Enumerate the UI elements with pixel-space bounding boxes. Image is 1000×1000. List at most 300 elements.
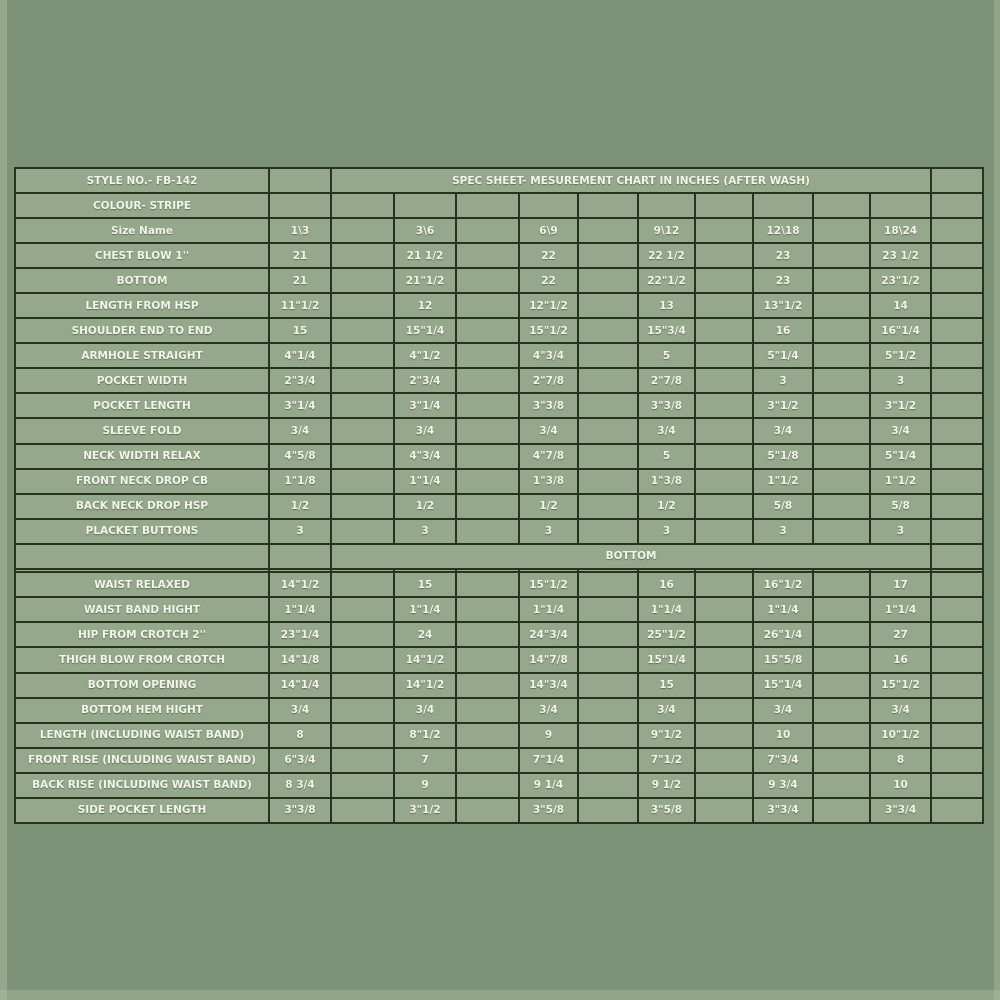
spacer-cell	[331, 469, 394, 494]
value-cell: 10	[870, 773, 931, 798]
value-cell: 9 1/2	[638, 773, 695, 798]
spacer-cell	[813, 597, 870, 622]
spacer-cell	[931, 519, 983, 544]
spacer-cell	[578, 444, 638, 469]
value-cell: 3	[519, 519, 578, 544]
measurement-row	[15, 494, 983, 519]
spacer-cell	[578, 293, 638, 318]
spacer-cell	[456, 218, 519, 243]
value-cell: 3	[394, 519, 456, 544]
value-cell: 5/8	[753, 494, 813, 519]
value-cell: 14"1/8	[269, 647, 331, 672]
spacer-cell	[931, 622, 983, 647]
row-label-cell: POCKET LENGTH	[15, 393, 269, 418]
value-cell: 1/2	[269, 494, 331, 519]
value-cell: 5"1/4	[753, 343, 813, 368]
spacer-cell	[456, 343, 519, 368]
spacer-cell	[331, 343, 394, 368]
spacer-cell	[331, 268, 394, 293]
value-cell: 22	[519, 268, 578, 293]
spacer-cell	[931, 218, 983, 243]
row-label-cell: SHOULDER END TO END	[15, 318, 269, 343]
spacer-cell	[331, 368, 394, 393]
spacer-cell	[695, 444, 753, 469]
spacer-cell	[931, 748, 983, 773]
spacer-cell	[695, 343, 753, 368]
measurement-row	[15, 293, 983, 318]
spacer-cell	[931, 647, 983, 672]
value-cell: 8	[269, 723, 331, 748]
value-cell: 3"3/8	[519, 393, 578, 418]
row-label-cell: WAIST RELAXED	[15, 572, 269, 597]
spacer-cell	[813, 647, 870, 672]
spacer-cell	[331, 748, 394, 773]
value-cell: 5"1/2	[870, 343, 931, 368]
spacer-cell	[331, 622, 394, 647]
spacer-cell	[638, 193, 695, 218]
spacer-cell	[813, 444, 870, 469]
measurement-row	[15, 748, 983, 773]
spacer-cell	[331, 597, 394, 622]
value-cell: 1"3/8	[638, 469, 695, 494]
value-cell: 15"1/4	[753, 673, 813, 698]
value-cell: 1"1/8	[269, 469, 331, 494]
value-cell: 1/2	[638, 494, 695, 519]
value-cell: 3	[870, 368, 931, 393]
value-cell: 3/4	[638, 698, 695, 723]
spacer-cell	[578, 218, 638, 243]
spacer-cell	[578, 268, 638, 293]
section-header-row	[15, 544, 983, 569]
spacer-cell	[331, 673, 394, 698]
spec-sheet-body	[15, 168, 983, 823]
spacer-cell	[695, 293, 753, 318]
value-cell: 4"5/8	[269, 444, 331, 469]
spacer-cell	[695, 318, 753, 343]
value-cell: 3/4	[870, 418, 931, 443]
row-label-cell: BACK NECK DROP HSP	[15, 494, 269, 519]
row-label-cell	[15, 544, 269, 569]
value-cell: 14"1/2	[394, 673, 456, 698]
spacer-cell	[331, 723, 394, 748]
value-cell: 16	[753, 318, 813, 343]
value-cell: 3/4	[638, 418, 695, 443]
value-cell: 1"1/4	[519, 597, 578, 622]
value-cell: 9"1/2	[638, 723, 695, 748]
spacer-cell	[269, 193, 331, 218]
spacer-cell	[456, 698, 519, 723]
value-cell: 7"1/2	[638, 748, 695, 773]
measurement-row	[15, 798, 983, 823]
spacer-cell	[578, 193, 638, 218]
spacer-cell	[456, 494, 519, 519]
value-cell: 21	[269, 268, 331, 293]
spacer-cell	[331, 773, 394, 798]
spacer-cell	[695, 748, 753, 773]
value-cell: 3"5/8	[519, 798, 578, 823]
value-cell: 4"1/4	[269, 343, 331, 368]
value-cell: 16	[870, 647, 931, 672]
value-cell: 27	[870, 622, 931, 647]
measurement-row	[15, 647, 983, 672]
spacer-cell	[813, 193, 870, 218]
spacer-cell	[695, 469, 753, 494]
value-cell: 14"3/4	[519, 673, 578, 698]
spacer-cell	[695, 597, 753, 622]
row-label-cell: THIGH BLOW FROM CROTCH	[15, 647, 269, 672]
spacer-cell	[331, 698, 394, 723]
spacer-cell	[456, 243, 519, 268]
measurement-row	[15, 597, 983, 622]
value-cell: 3"1/2	[753, 393, 813, 418]
spacer-cell	[931, 798, 983, 823]
spacer-cell	[331, 293, 394, 318]
measurement-row	[15, 343, 983, 368]
spacer-cell	[456, 193, 519, 218]
spacer-cell	[813, 773, 870, 798]
value-cell: 1"1/2	[753, 469, 813, 494]
value-cell: 5"1/8	[753, 444, 813, 469]
value-cell: 3/4	[269, 698, 331, 723]
value-cell: 3"1/2	[870, 393, 931, 418]
row-label-cell: PLACKET BUTTONS	[15, 519, 269, 544]
value-cell: 15"1/4	[394, 318, 456, 343]
spacer-cell	[456, 673, 519, 698]
spacer-cell	[695, 243, 753, 268]
value-cell: 4"3/4	[394, 444, 456, 469]
row-label-cell: NECK WIDTH RELAX	[15, 444, 269, 469]
value-cell: 10	[753, 723, 813, 748]
measurement-row	[15, 572, 983, 597]
spacer-cell	[578, 519, 638, 544]
value-cell: 3"3/4	[753, 798, 813, 823]
spacer-cell	[931, 318, 983, 343]
value-cell: 9 3/4	[753, 773, 813, 798]
row-label-cell: CHEST BLOW 1''	[15, 243, 269, 268]
measurement-row	[15, 723, 983, 748]
spacer-cell	[813, 622, 870, 647]
value-cell: 3"3/8	[269, 798, 331, 823]
row-label-cell: LENGTH FROM HSP	[15, 293, 269, 318]
value-cell: 10"1/2	[870, 723, 931, 748]
measurement-row	[15, 243, 983, 268]
value-cell: 1"3/8	[519, 469, 578, 494]
spacer-cell	[931, 418, 983, 443]
spacer-cell	[931, 343, 983, 368]
spacer-cell	[331, 318, 394, 343]
value-cell: 3/4	[394, 418, 456, 443]
spec-sheet-table	[14, 167, 984, 824]
spacer-cell	[695, 193, 753, 218]
value-cell: 17	[870, 572, 931, 597]
size-cell: 12\18	[753, 218, 813, 243]
spacer-cell	[931, 368, 983, 393]
page-edge-light-bottom	[0, 990, 1000, 1000]
row-label-cell: FRONT NECK DROP CB	[15, 469, 269, 494]
spacer-cell	[931, 572, 983, 597]
value-cell: 15"1/4	[638, 647, 695, 672]
value-cell: 5	[638, 343, 695, 368]
value-cell: 14"1/2	[394, 647, 456, 672]
spacer-cell	[578, 469, 638, 494]
value-cell: 9	[394, 773, 456, 798]
spacer-cell	[578, 343, 638, 368]
size-row	[15, 218, 983, 243]
row-label-cell: BOTTOM HEM HIGHT	[15, 698, 269, 723]
spacer-cell	[331, 798, 394, 823]
spacer-cell	[456, 268, 519, 293]
value-cell: 3	[870, 519, 931, 544]
value-cell: 23 1/2	[870, 243, 931, 268]
spacer-cell	[753, 193, 813, 218]
value-cell: 5/8	[870, 494, 931, 519]
value-cell: 3"1/4	[269, 393, 331, 418]
spacer-cell	[695, 773, 753, 798]
header-row	[15, 168, 983, 193]
value-cell: 4"7/8	[519, 444, 578, 469]
spacer-cell	[813, 268, 870, 293]
spacer-cell	[931, 268, 983, 293]
value-cell: 12"1/2	[519, 293, 578, 318]
spacer-cell	[931, 444, 983, 469]
spacer-cell	[931, 243, 983, 268]
value-cell: 2"7/8	[638, 368, 695, 393]
value-cell: 22	[519, 243, 578, 268]
spacer-cell	[456, 519, 519, 544]
spacer-cell	[931, 544, 983, 569]
spacer-cell	[331, 193, 394, 218]
value-cell: 12	[394, 293, 456, 318]
row-label-cell: BACK RISE (INCLUDING WAIST BAND)	[15, 773, 269, 798]
spacer-cell	[331, 519, 394, 544]
colour-row	[15, 193, 983, 218]
measurement-row	[15, 773, 983, 798]
spacer-cell	[695, 622, 753, 647]
value-cell: 23	[753, 268, 813, 293]
spacer-cell	[456, 597, 519, 622]
size-cell: 18\24	[870, 218, 931, 243]
measurement-row	[15, 268, 983, 293]
spacer-cell	[578, 748, 638, 773]
row-label-cell: FRONT RISE (INCLUDING WAIST BAND)	[15, 748, 269, 773]
row-label-cell: WAIST BAND HIGHT	[15, 597, 269, 622]
spacer-cell	[456, 318, 519, 343]
value-cell: 7	[394, 748, 456, 773]
spacer-cell	[931, 673, 983, 698]
spacer-cell	[695, 647, 753, 672]
value-cell: 3"1/4	[394, 393, 456, 418]
value-cell: 4"3/4	[519, 343, 578, 368]
spacer-cell	[578, 622, 638, 647]
value-cell: 14"1/4	[269, 673, 331, 698]
spacer-cell	[695, 698, 753, 723]
value-cell: 14"1/2	[269, 572, 331, 597]
row-label-cell: SIDE POCKET LENGTH	[15, 798, 269, 823]
spacer-cell	[695, 368, 753, 393]
spacer-cell	[931, 469, 983, 494]
size-cell: 9\12	[638, 218, 695, 243]
value-cell: 9 1/4	[519, 773, 578, 798]
value-cell: 9	[519, 723, 578, 748]
row-label-cell: SLEEVE FOLD	[15, 418, 269, 443]
measurement-row	[15, 469, 983, 494]
spacer-cell	[813, 673, 870, 698]
value-cell: 4"1/2	[394, 343, 456, 368]
spacer-cell	[578, 393, 638, 418]
spacer-cell	[269, 544, 331, 569]
value-cell: 15	[638, 673, 695, 698]
size-cell: 6\9	[519, 218, 578, 243]
spacer-cell	[578, 647, 638, 672]
spacer-cell	[578, 318, 638, 343]
size-cell: 1\3	[269, 218, 331, 243]
spacer-cell	[695, 723, 753, 748]
value-cell: 2"3/4	[269, 368, 331, 393]
spacer-cell	[931, 393, 983, 418]
spacer-cell	[870, 193, 931, 218]
spacer-cell	[331, 494, 394, 519]
value-cell: 1"1/4	[269, 597, 331, 622]
page-edge-light-left	[0, 0, 7, 1000]
measurement-row	[15, 622, 983, 647]
spec-header-cell: SPEC SHEET- MESUREMENT CHART IN INCHES (AFTER WASH)	[331, 168, 931, 193]
spacer-cell	[456, 368, 519, 393]
spacer-cell	[578, 773, 638, 798]
value-cell: 15"1/2	[870, 673, 931, 698]
spacer-cell	[813, 723, 870, 748]
measurement-row	[15, 673, 983, 698]
row-label-cell: HIP FROM CROTCH 2''	[15, 622, 269, 647]
row-label-cell: ARMHOLE STRAIGHT	[15, 343, 269, 368]
measurement-row	[15, 368, 983, 393]
spacer-cell	[695, 519, 753, 544]
value-cell: 3/4	[753, 418, 813, 443]
value-cell: 3/4	[269, 418, 331, 443]
page-edge-light-right	[994, 0, 1000, 1000]
colour-cell: COLOUR- STRIPE	[15, 193, 269, 218]
value-cell: 16	[638, 572, 695, 597]
spacer-cell	[813, 572, 870, 597]
value-cell: 3/4	[753, 698, 813, 723]
measurement-row	[15, 698, 983, 723]
spacer-cell	[813, 494, 870, 519]
value-cell: 3/4	[519, 418, 578, 443]
value-cell: 21"1/2	[394, 268, 456, 293]
spacer-cell	[931, 773, 983, 798]
spacer-cell	[578, 494, 638, 519]
value-cell: 1/2	[394, 494, 456, 519]
spacer-cell	[931, 597, 983, 622]
spacer-cell	[813, 748, 870, 773]
spacer-cell	[578, 368, 638, 393]
value-cell: 15	[269, 318, 331, 343]
value-cell: 22"1/2	[638, 268, 695, 293]
spacer-cell	[269, 168, 331, 193]
spacer-cell	[578, 418, 638, 443]
spacer-cell	[931, 723, 983, 748]
spacer-cell	[695, 673, 753, 698]
value-cell: 15"3/4	[638, 318, 695, 343]
value-cell: 3	[269, 519, 331, 544]
spacer-cell	[456, 723, 519, 748]
value-cell: 3	[638, 519, 695, 544]
spacer-cell	[331, 647, 394, 672]
value-cell: 1/2	[519, 494, 578, 519]
value-cell: 6"3/4	[269, 748, 331, 773]
value-cell: 26"1/4	[753, 622, 813, 647]
value-cell: 15"1/2	[519, 318, 578, 343]
measurement-row	[15, 393, 983, 418]
value-cell: 24"3/4	[519, 622, 578, 647]
value-cell: 23"1/4	[269, 622, 331, 647]
spacer-cell	[695, 268, 753, 293]
value-cell: 3"5/8	[638, 798, 695, 823]
value-cell: 8 3/4	[269, 773, 331, 798]
value-cell: 13	[638, 293, 695, 318]
value-cell: 15"5/8	[753, 647, 813, 672]
value-cell: 21	[269, 243, 331, 268]
value-cell: 3"1/2	[394, 798, 456, 823]
spacer-cell	[578, 572, 638, 597]
style-no-cell: STYLE NO.- FB-142	[15, 168, 269, 193]
spacer-cell	[456, 293, 519, 318]
spacer-cell	[331, 393, 394, 418]
spacer-cell	[578, 698, 638, 723]
spacer-cell	[456, 647, 519, 672]
value-cell: 22 1/2	[638, 243, 695, 268]
spacer-cell	[456, 469, 519, 494]
spacer-cell	[695, 572, 753, 597]
spacer-cell	[456, 622, 519, 647]
value-cell: 15	[394, 572, 456, 597]
spacer-cell	[695, 418, 753, 443]
value-cell: 1"1/4	[638, 597, 695, 622]
spacer-cell	[813, 243, 870, 268]
spacer-cell	[931, 698, 983, 723]
spacer-cell	[456, 444, 519, 469]
value-cell: 15"1/2	[519, 572, 578, 597]
value-cell: 25"1/2	[638, 622, 695, 647]
measurement-row	[15, 519, 983, 544]
row-label-cell: POCKET WIDTH	[15, 368, 269, 393]
row-label-cell: BOTTOM OPENING	[15, 673, 269, 698]
spacer-cell	[813, 519, 870, 544]
value-cell: 3	[753, 368, 813, 393]
spacer-cell	[456, 748, 519, 773]
spacer-cell	[578, 597, 638, 622]
spacer-cell	[456, 798, 519, 823]
measurement-row	[15, 444, 983, 469]
spacer-cell	[931, 168, 983, 193]
spacer-cell	[813, 798, 870, 823]
value-cell: 5"1/4	[870, 444, 931, 469]
spacer-cell	[456, 393, 519, 418]
measurement-row	[15, 418, 983, 443]
section-header-cell: BOTTOM	[331, 544, 931, 569]
row-label-cell: BOTTOM	[15, 268, 269, 293]
spacer-cell	[931, 293, 983, 318]
value-cell: 14"7/8	[519, 647, 578, 672]
spacer-cell	[456, 418, 519, 443]
value-cell: 24	[394, 622, 456, 647]
value-cell: 14	[870, 293, 931, 318]
spacer-cell	[331, 572, 394, 597]
spacer-cell	[695, 494, 753, 519]
value-cell: 2"7/8	[519, 368, 578, 393]
spacer-cell	[456, 773, 519, 798]
value-cell: 1"1/4	[394, 597, 456, 622]
spacer-cell	[695, 393, 753, 418]
